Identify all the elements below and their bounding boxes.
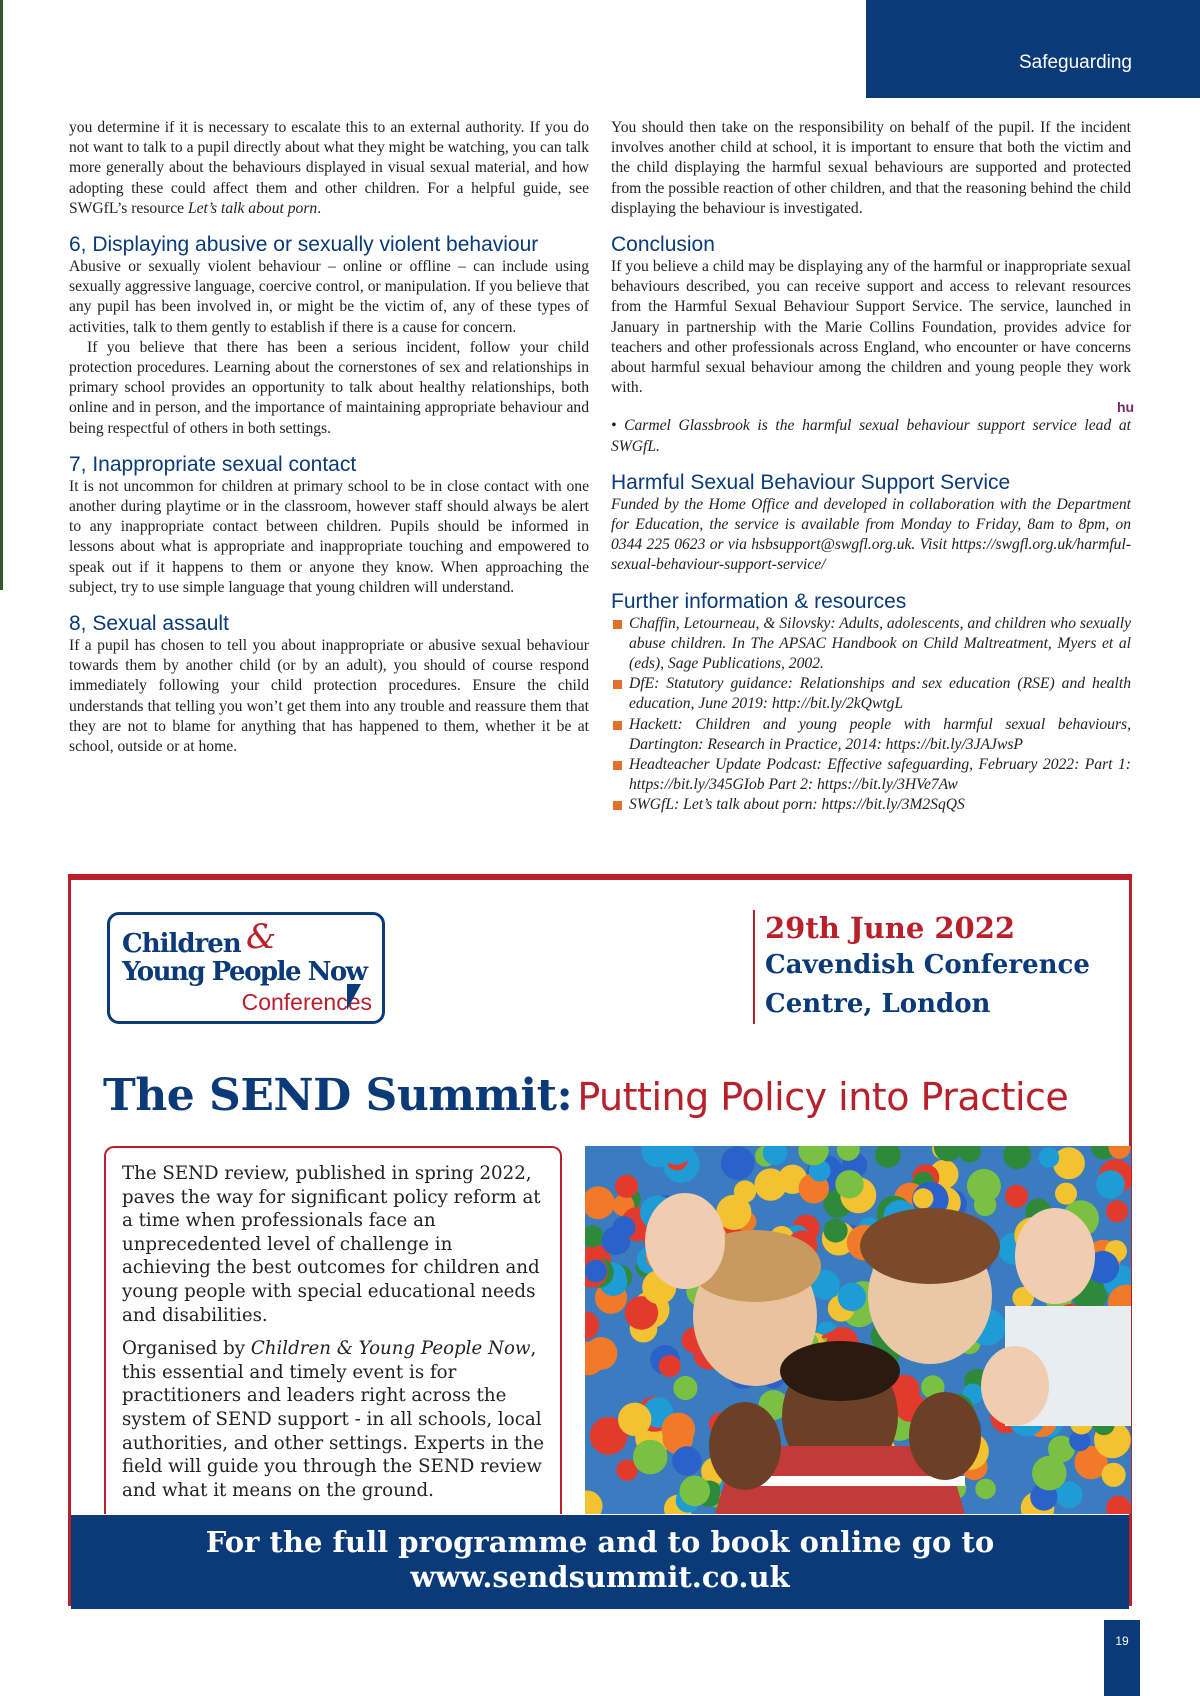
booking-url-link[interactable]: www.sendsummit.co.uk xyxy=(410,1560,790,1594)
left-column xyxy=(69,118,589,757)
hsb-service-heading: Harmful Sexual Behaviour Support Service xyxy=(611,470,1011,494)
section-6-heading: 6, Displaying abusive or sexually violent behaviour xyxy=(69,233,539,257)
right-column xyxy=(611,118,1131,816)
event-venue: Cavendish Conference Centre, London xyxy=(765,950,1090,1019)
description-paragraph-1: The SEND review, published in spring 2022, paves the way for significant policy reform at a time when professionals face an unprecedented level of challenge in achieving the best outcomes for children and young people with special educational needs and disabilities. xyxy=(122,1163,541,1326)
booking-banner[interactable] xyxy=(71,1515,1129,1609)
resources-list xyxy=(611,614,1131,816)
list-item: Headteacher Update Podcast: Effective safeguarding, February 2022: Part 1: https://bit.ly/345GIob Part 2: https://bit.ly/3HVe7Aw xyxy=(611,755,1131,795)
list-item: Chaffin, Letourneau, & Silovsky: Adults, adolescents, and children who sexually abuse children. In The APSAC Handbook on Child Maltreatment, Myers et al (eds), Sage Publications, 2002. xyxy=(611,614,1131,675)
bullet-square-icon xyxy=(613,761,622,770)
bullet-square-icon xyxy=(613,721,622,730)
conclusion-heading: Conclusion xyxy=(611,233,715,257)
list-item: Hackett: Children and young people with harmful sexual behaviours, Dartington: Research in Practice, 2014: https://bit.ly/3JAJwsP xyxy=(611,715,1131,755)
continuation-paragraph: You should then take on the responsibility on behalf of the pupil. If the incident involves another child at school, it is important to ensure that both the victim and the child displaying the harmful sexual behaviours are supported and protected from the possible reaction of other children, and that the reasoning behind the child displaying the behaviour is investigated. xyxy=(611,119,1131,217)
section-7-heading: 7, Inappropriate sexual contact xyxy=(69,452,357,476)
section-8-heading: 8, Sexual assault xyxy=(69,612,229,636)
hsb-service-paragraph: Funded by the Home Office and developed in collaboration with the Department for Education, the service is available from Monday to Friday, 8am to 8pm, on 0344 225 0623 or via hsbsupport@swgfl.org.uk. Visit https://swgfl.org.uk/harmful-sexual-behaviour-support-service/ xyxy=(611,495,1131,574)
page-number: 19 xyxy=(1104,1620,1140,1696)
section-6-paragraph-2: If you believe that there has been a serious incident, follow your child protection procedures. Learning about the cornerstones of sex and relationships in primary school provides an opportunity to talk about healthy relationships, both online and in person, and the importance of maintaining appropriate behaviour and being respectful of others in both settings. xyxy=(69,338,589,437)
further-info-heading: Further information & resources xyxy=(611,589,907,613)
section-tag-label: Safeguarding xyxy=(1018,52,1132,73)
list-item: DfE: Statutory guidance: Relationships and sex education (RSE) and health education, June 2019: http://bit.ly/2kQwtgL xyxy=(611,674,1131,714)
bullet-square-icon xyxy=(613,620,622,629)
description-paragraph-2: Organised by Children & Young People Now, this essential and timely event is for practitioners and leaders right across the system of SEND support - in all schools, local authorities, and other settings. Experts in the field will guide you through the SEND review and what it means on the ground. xyxy=(122,1338,544,1501)
speech-bubble-tail xyxy=(347,984,361,1010)
event-description xyxy=(104,1146,562,1514)
list-item: SWGfL: Let’s talk about porn: https://bit.ly/3M2SqQS xyxy=(611,795,1131,815)
section-8-paragraph: If a pupil has chosen to tell you about inappropriate or abusive sexual behaviour towards them by another child (or by an adult), you should of course respond immediately following your child protection procedures. Ensure the child understands that telling you won’t get them into any trouble and reassure them that they are not to blame for anything that has happened to them, whether it be at school, outside or at home. xyxy=(69,637,589,756)
author-note: • Carmel Glassbrook is the harmful sexual behaviour support service lead at SWGfL. xyxy=(611,417,1131,455)
bullet-square-icon xyxy=(613,801,622,810)
section-6-paragraph-1: Abusive or sexually violent behaviour – online or offline – can include using sexually aggressive language, coercive control, or manipulation. If you believe that any pupil has been involved in, or might be the victim of, any of these types of activities, talk to them gently to establish if there is a cause for concern. xyxy=(69,258,589,336)
conclusion-paragraph: If you believe a child may be displaying any of the harmful or inappropriate sexual behaviours described, you can receive support and access to relevant resources from the Harmful Sexual Behaviour Support Service. The service, launched in January in partnership with the Marie Collins Foundation, provides advice for teachers and other professionals across England, who encounter or have concerns about harmful sexual behaviour among the children and young people they work with. xyxy=(611,258,1131,397)
event-title: The SEND Summit: Putting Policy into Practice xyxy=(103,1070,1069,1121)
send-summit-advert[interactable] xyxy=(68,874,1132,1606)
booking-text: For the full programme and to book online go to xyxy=(205,1525,995,1559)
cypn-conferences-logo: Children & Young People Now Conferences xyxy=(107,912,385,1024)
children-ball-pit-photo xyxy=(585,1146,1131,1514)
bullet-square-icon xyxy=(613,680,622,689)
event-date: 29th June 2022 xyxy=(765,911,1016,945)
event-details xyxy=(753,910,1105,1024)
intro-paragraph: you determine if it is necessary to escalate this to an external authority. If you do not want to talk to a pupil directly about what they might be watching, you can talk more generally about the behaviours displayed in visual sexual material, and how adopting these could affect them and other children. For a helpful guide, see SWGfL’s resource Let’s talk about porn. xyxy=(69,119,589,217)
publication-logo-icon: hu xyxy=(1117,399,1135,415)
section-tag xyxy=(866,0,1200,98)
page-edge-line xyxy=(0,0,3,590)
section-7-paragraph: It is not uncommon for children at primary school to be in close contact with one another during playtime or in the classroom, however staff should always be alert to any inappropriate contact between children. Pupils should be informed in lessons about what is appropriate and inappropriate touching and empowered to speak out if it happens to them or anyone they know. When approaching the subject, try to use simple language that young children will understand. xyxy=(69,477,589,596)
